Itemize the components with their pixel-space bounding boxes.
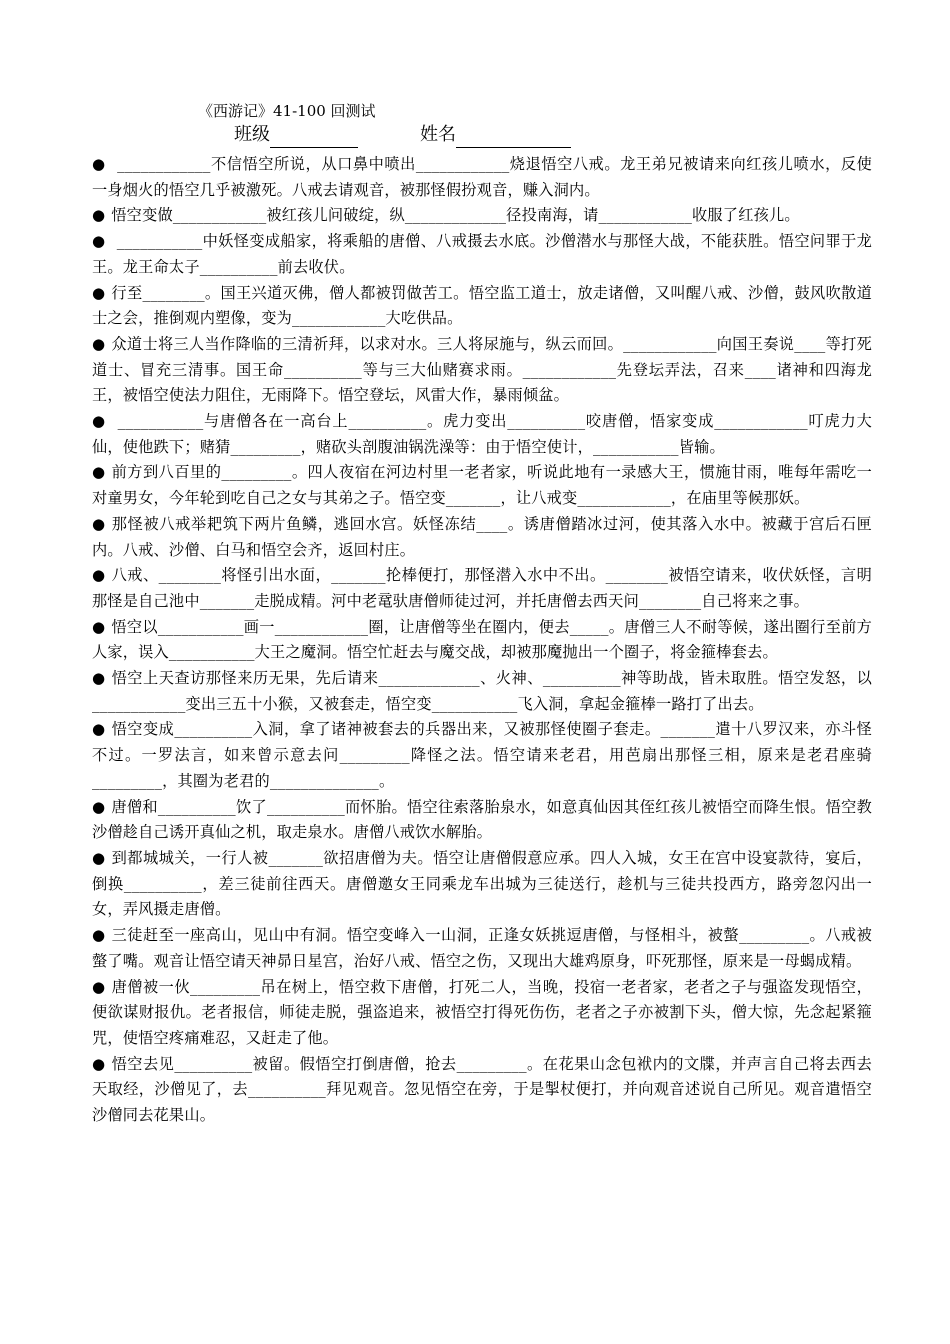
- question-text: 悟空变成__________入洞，拿了诸神被套去的兵器出来，又被那怪使圈子套走。_______遣十八罗汉来，亦斗怪不过。一罗法言，如来曾示意去问_________降怪之法。悟空请来老君，用芭扇出那怪三相，原来是老君座骑_________，其圈为老君的______________。: [92, 720, 872, 790]
- bullet-icon: ●: [92, 720, 106, 739]
- question-text: 唐僧和__________饮了__________而怀胎。悟空往索落胎泉水，如意真仙因其侄红孩儿被悟空而降生恨。悟空教沙僧趁自己诱开真仙之机，取走泉水。唐僧八戒饮水解胎。: [92, 797, 872, 842]
- question-text: 唐僧被一伙_________吊在树上，悟空救下唐僧，打死二人，当晚，投宿一老者家，老者之子与强盗发现悟空，便欲谋财报仇。老者报信，师徒走脱，强盗追来，被悟空打得死伤伤，老者之子亦被割下头，僧大惊，先念起紧箍咒，使悟空疼痛难忍，又赶走了他。: [92, 977, 872, 1047]
- class-blank[interactable]: [270, 127, 358, 148]
- bullet-icon: ●: [92, 617, 106, 636]
- question-item: [92, 615, 872, 666]
- question-list: [92, 152, 872, 1129]
- question-item: [92, 1052, 872, 1129]
- question-text: 前方到八百里的_________。四人夜宿在河边村里一老者家，听说此地有一录感大王，惯施甘雨，唯每年需吃一对童男女，今年轮到吃自己之女与其弟之子。悟空变_______，让八戒变____________，在庙里等候那妖。: [92, 463, 872, 508]
- question-text: 行至________。国王兴道灭佛，僧人都被罚做苦工。悟空监工道士，放走诸僧，又叫醒八戒、沙僧，鼓风吹散道士之会，推倒观内塑像，变为____________大吃供品。: [92, 283, 872, 328]
- bullet-icon: ●: [92, 566, 106, 585]
- question-text: 悟空以___________画一____________圈，让唐僧等坐在圈内，便去_____。唐僧三人不耐等候，遂出圈行至前方人家，误入___________大王之魔洞。悟空忙赶去与魔交战，却被那魔抛出一个圈子，将金箍棒套去。: [92, 617, 872, 662]
- bullet-icon: ●: [92, 848, 106, 867]
- question-text: 八戒、________将怪引出水面，_______抡棒便打，那怪潜入水中不出。________被悟空请来，收伏妖怪，言明那怪是自己池中_______走脱成精。河中老鼋驮唐僧师徒过河，并托唐僧去西天问________自己将来之事。: [92, 566, 872, 610]
- name-label: 姓名: [420, 124, 456, 145]
- question-item: [92, 332, 872, 409]
- bullet-icon: ●: [92, 334, 106, 353]
- bullet-icon: ●: [92, 926, 106, 945]
- question-text: 三徒赶至一座高山，见山中有洞。悟空变峰入一山洞，正逢女妖挑逗唐僧，与怪相斗，被螫_________。八戒被螫了嘴。观音让悟空请天神昴日星宫，治好八戒、悟空之伤，又现出大雄鸡原身，吓死那怪，原来是一母蝎成精。: [92, 926, 872, 970]
- document: [92, 100, 872, 1129]
- question-item: [92, 203, 872, 229]
- bullet-icon: ●: [92, 283, 106, 302]
- question-item: [92, 281, 872, 332]
- student-info-row: [234, 122, 872, 152]
- question-item: [92, 923, 872, 974]
- question-text: 悟空去见__________被留。假悟空打倒唐僧，抢去_________。在花果山念包袱内的文牒，并声言自己将去西去天取经，沙僧见了，去__________拜见观音。忽见悟空在旁，于是掣杖便打，并向观音述说自己所见。观音遣悟空沙僧同去花果山。: [92, 1054, 872, 1125]
- bullet-icon: ●: [92, 1054, 106, 1073]
- question-item: [92, 563, 872, 614]
- question-text: ___________中妖怪变成船家，将乘船的唐僧、八戒摄去水底。沙僧潜水与那怪大战，不能获胜。悟空问罪于龙王。龙王命太子__________前去收伏。: [92, 232, 873, 276]
- name-blank[interactable]: [456, 127, 571, 148]
- question-item: [92, 460, 872, 511]
- bullet-icon: ●: [92, 463, 106, 482]
- bullet-icon: ●: [92, 206, 106, 225]
- bullet-icon: ●: [92, 155, 106, 173]
- question-item: [92, 717, 872, 794]
- question-item: [92, 152, 872, 203]
- bullet-icon: ●: [92, 232, 106, 251]
- question-text: 那怪被八戒举耙筑下两片鱼鳞，逃回水宫。妖怪冻结____。诱唐僧踏冰过河，使其落入水中。被藏于宫后石匣内。八戒、沙僧、白马和悟空会齐，返回村庄。: [92, 514, 873, 559]
- question-item: [92, 229, 872, 280]
- question-text: ____________不信悟空所说，从口鼻中喷出____________烧退悟空八戒。龙王弟兄被请来向红孩儿喷水，反使一身烟火的悟空几乎被激死。八戒去请观音，被那怪假扮观音，赚入洞内。: [92, 155, 872, 199]
- question-item: [92, 846, 872, 923]
- question-item: [92, 795, 872, 846]
- question-item: [92, 409, 872, 460]
- question-text: 到都城城关，一行人被_______欲招唐僧为夫。悟空让唐僧假意应承。四人入城，女王在宫中设宴款待，宴后，倒换__________，差三徒前往西天。唐僧邀女王同乘龙车出城为三徒送行，趁机与三徒共投西方，路旁忽闪出一女，弄风摄走唐僧。: [92, 848, 872, 919]
- question-text: ___________与唐僧各在一高台上__________。虎力变出__________咬唐僧，悟家变成____________叮虎力大仙，使他跌下；赌猜_________，赌砍头剖腹油锅洗澡等：由于悟空使计，___________皆输。: [92, 412, 872, 456]
- bullet-icon: ●: [92, 514, 106, 533]
- bullet-icon: ●: [92, 797, 106, 816]
- bullet-icon: ●: [92, 669, 106, 688]
- class-label: 班级: [234, 124, 270, 145]
- question-text: 悟空上天查访那怪来历无果，先后请来_____________、火神、__________神等助战，皆未取胜。悟空发怒，以____________变出三五十小猴，又被套走，悟空变___________飞入洞，拿起金箍棒一路打了出去。: [92, 669, 873, 713]
- bullet-icon: ●: [92, 412, 106, 431]
- bullet-icon: ●: [92, 977, 106, 996]
- question-item: [92, 666, 872, 717]
- question-item: [92, 512, 872, 563]
- question-text: 众道士将三人当作降临的三清祈拜，以求对水。三人将尿施与，纵云而回。____________向国王奏说____等打死道士、冒充三清事。国王命__________等与三大仙赌赛求雨。____________先登坛弄法，召来____诸神和四海龙王，被悟空使法力阻住，无雨降下。悟空登坛，风雷大作，暴雨倾盆。: [92, 334, 872, 405]
- question-text: 悟空变做____________被红孩儿问破绽，纵_____________径投南海，请____________收服了红孩儿。: [111, 206, 800, 225]
- page-title: 《西游记》41-100 回测试: [198, 102, 376, 120]
- question-item: [92, 975, 872, 1052]
